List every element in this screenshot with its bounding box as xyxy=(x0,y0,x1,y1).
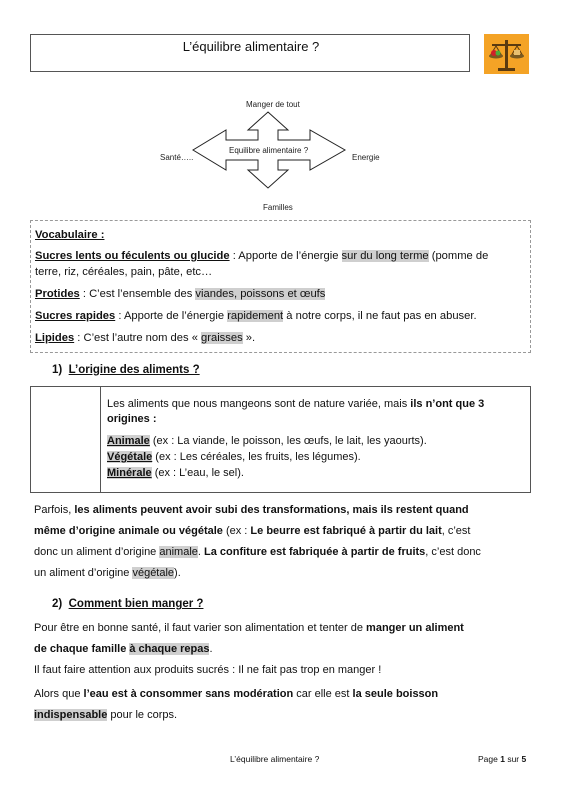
page-title: L’équilibre alimentaire ? xyxy=(182,39,320,54)
page-mid: sur xyxy=(504,754,522,764)
vocab-text: : C’est l’autre nom des « xyxy=(74,332,202,344)
paragraph-line xyxy=(34,639,534,660)
paragraph-line xyxy=(34,500,534,521)
text: pour le corps. xyxy=(107,709,178,721)
vocab-text: ». xyxy=(242,332,256,344)
vocab-text: : Apporte de l’énergie xyxy=(115,310,228,322)
text: ). xyxy=(174,567,181,579)
highlight: végétale xyxy=(132,567,175,579)
highlight: rapidement xyxy=(227,310,284,322)
vocabulary-heading: Vocabulaire : xyxy=(35,229,105,241)
vocab-text: : Apporte de l’énergie xyxy=(229,250,342,262)
term-protides: Protides xyxy=(35,288,80,300)
highlight: sur du long terme xyxy=(341,250,429,262)
text: Alors que xyxy=(34,688,84,700)
paragraph-line xyxy=(34,563,534,584)
title-box xyxy=(30,34,470,72)
vocab-line-protides xyxy=(35,287,325,302)
term-vegetale: Végétale xyxy=(107,451,153,463)
highlight: graisses xyxy=(201,332,243,344)
origin-minerale xyxy=(107,466,244,481)
term-minerale: Minérale xyxy=(107,467,152,479)
origins-intro-text: Les aliments que nous mangeons sont de nature variée, mais xyxy=(107,398,411,410)
bold-text: manger un aliment xyxy=(366,622,464,634)
paragraph-line xyxy=(34,684,534,705)
paragraph-line xyxy=(34,521,534,542)
paragraph-line xyxy=(34,618,534,639)
bold-text: Le beurre est fabriqué à partir du lait xyxy=(250,525,442,537)
vocab-line-lipides xyxy=(35,331,255,346)
text: , c’est donc xyxy=(425,546,481,558)
section-title: Comment bien manger ? xyxy=(68,598,204,610)
origin-vegetale xyxy=(107,450,361,465)
paragraph-line xyxy=(34,705,534,726)
highlight: viandes, poissons et œufs xyxy=(195,288,326,300)
highlight: animale xyxy=(159,546,198,558)
term-sucres-lents: Sucres lents ou féculents ou glucide xyxy=(35,250,230,262)
page-current: 1 xyxy=(500,754,505,764)
page-prefix: Page xyxy=(478,754,501,764)
vocab-line-sucres-lents xyxy=(35,249,488,264)
text: Pour être en bonne santé, il faut varier son alimentation et tenter de xyxy=(34,622,367,634)
vocab-line-sucres-rapides xyxy=(35,309,477,324)
transformations-paragraph xyxy=(34,500,534,584)
origin-text: (ex : La viande, le poisson, les œufs, le lait, les yaourts). xyxy=(149,435,427,447)
highlight: indispensable xyxy=(34,709,108,721)
text: (ex : xyxy=(222,525,251,537)
balance-scale-icon xyxy=(484,34,529,74)
diagram-left-label: Santé….. xyxy=(160,153,194,162)
bold-text: l’eau est à consommer sans modération xyxy=(83,688,294,700)
text: donc un aliment d’origine xyxy=(34,546,160,558)
vocab-line-continued: terre, riz, céréales, pain, pâte, etc… xyxy=(35,266,213,278)
text: Parfois, xyxy=(34,504,75,516)
text: , c’est xyxy=(441,525,471,537)
bold-text: La confiture est fabriquée à partir de fruits xyxy=(204,546,426,558)
origins-intro xyxy=(107,397,484,412)
table-divider xyxy=(100,387,101,492)
section-title: L’origine des aliments ? xyxy=(68,364,200,376)
bien-manger-paragraph xyxy=(34,618,534,660)
origins-intro-bold: ils n’ont que 3 xyxy=(410,398,485,410)
section-number: 2) xyxy=(52,598,63,610)
page-total: 5 xyxy=(521,754,527,764)
vocab-text: à notre corps, il ne faut pas en abuser. xyxy=(283,310,477,322)
term-lipides: Lipides xyxy=(35,332,75,344)
origin-text: (ex : Les céréales, les fruits, les légumes). xyxy=(152,451,361,463)
bold-text: les aliments peuvent avoir subi des transformations, mais ils restent quand xyxy=(74,504,469,516)
highlight: à chaque repas xyxy=(129,643,210,655)
text: un aliment d’origine xyxy=(34,567,133,579)
text: car elle est xyxy=(293,688,353,700)
vocab-text: (pomme de xyxy=(428,250,489,262)
section-number: 1) xyxy=(52,364,63,376)
diagram-center-label: Equilibre alimentaire ? xyxy=(229,146,309,155)
vocabulary-box xyxy=(30,220,531,353)
page-number xyxy=(478,754,526,764)
diagram-bottom-label: Familles xyxy=(263,203,293,212)
text: . xyxy=(197,546,205,558)
term-sucres-rapides: Sucres rapides xyxy=(35,310,116,322)
text: . xyxy=(209,643,213,655)
origin-animale xyxy=(107,434,427,449)
bold-text: de chaque famille xyxy=(34,643,130,655)
origin-text: (ex : L’eau, le sel). xyxy=(151,467,244,479)
section-2-heading xyxy=(52,598,203,610)
vocab-text: : C’est l’ensemble des xyxy=(79,288,196,300)
term-animale: Animale xyxy=(107,435,150,447)
origins-intro-continued: origines : xyxy=(107,413,157,425)
sucres-paragraph: Il faut faire attention aux produits sucrés : Il ne fait pas trop en manger ! xyxy=(34,664,382,676)
footer-title: L’équilibre alimentaire ? xyxy=(230,754,320,764)
diagram-top-label: Manger de tout xyxy=(246,100,300,109)
eau-paragraph xyxy=(34,684,534,726)
diagram-right-label: Energie xyxy=(352,153,380,162)
section-1-heading xyxy=(52,364,200,376)
bold-text: la seule boisson xyxy=(352,688,439,700)
bold-text: même d’origine animale ou végétale xyxy=(34,525,223,537)
paragraph-line xyxy=(34,542,534,563)
origins-table xyxy=(30,386,531,493)
